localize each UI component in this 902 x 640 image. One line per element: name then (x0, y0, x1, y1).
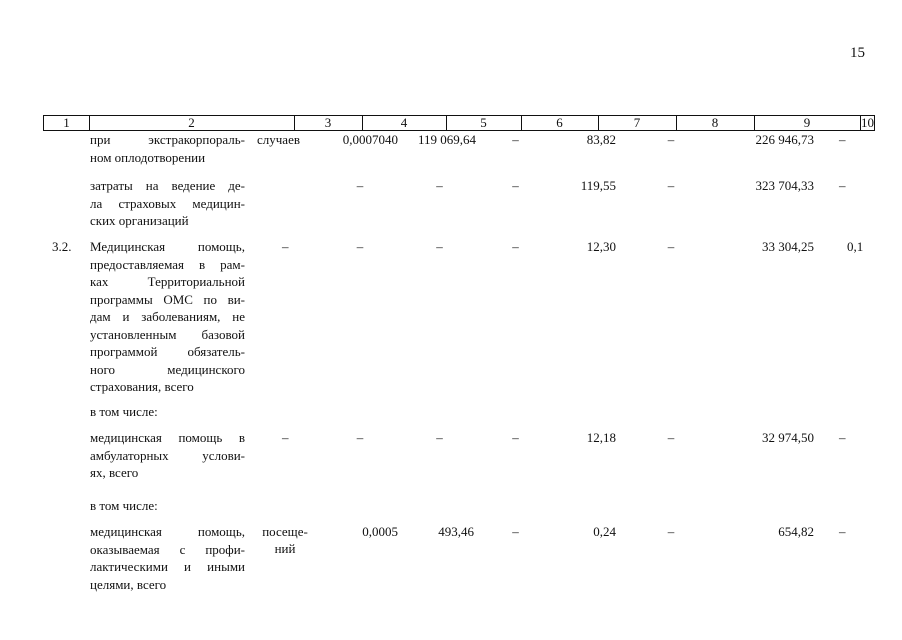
row-col-8: – (667, 178, 675, 193)
row-col-8: – (667, 524, 675, 539)
header-cell-5: 5 (480, 115, 487, 130)
row-col-8: – (667, 430, 675, 445)
row-col-7: 83,82 (586, 132, 616, 147)
row-unit: – (282, 239, 289, 254)
row-col-10: 0,1 (847, 239, 864, 254)
row-col-7: 12,30 (586, 239, 616, 254)
row-col-9: 654,82 (778, 524, 814, 539)
header-cell-9: 9 (803, 115, 811, 130)
row-col-10: – (839, 132, 846, 147)
row-col-6: – (512, 239, 519, 254)
row-description: медицинская помощь в амбулаторных услови- ях, всего (90, 430, 245, 480)
row-col-9: 32 974,50 (762, 430, 814, 445)
row-col-9: 323 704,33 (755, 178, 814, 193)
header-cell-6: 6 (556, 115, 563, 130)
row-col-6: – (512, 132, 519, 147)
row-col-5: – (436, 239, 443, 254)
row-description: затраты на ведение де- ла страховых медицин- ских организаций (90, 178, 245, 228)
row-col-5: – (436, 430, 443, 445)
row-col-7: 119,55 (580, 178, 616, 193)
row-col-6: – (512, 524, 519, 539)
row-number: 3.2. (52, 239, 72, 254)
row-col-5: – (436, 178, 443, 193)
row-col-6: – (512, 430, 519, 445)
table-header-row (43, 115, 875, 131)
header-cell-3: 3 (324, 115, 332, 130)
header-cell-8: 8 (711, 115, 719, 130)
row-col-4: – (356, 178, 364, 193)
row-col-9: 33 304,25 (762, 239, 814, 254)
row-description: Медицинская помощь, предоставляемая в рам- ках Территориальной программы ОМС по ви- дам и заболеваниям, не установленным базовой программой обязатель- ного медицинского страхования, всего (90, 239, 245, 394)
row-col-8: – (667, 239, 675, 254)
row-col-7: 0,24 (593, 524, 616, 539)
row-col-7: 12,18 (586, 430, 616, 445)
row-col-4: 0,0005 (362, 524, 398, 539)
row-col-4: 0,0007040 (342, 132, 398, 147)
row-description: в том числе: (90, 404, 158, 419)
row-col-10: – (839, 524, 846, 539)
row-col-5: 493,46 (438, 524, 474, 539)
row-unit: – (282, 430, 289, 445)
row-unit: посеще- ний (262, 524, 308, 556)
row-description: в том числе: (90, 498, 158, 513)
row-col-10: – (839, 178, 846, 193)
row-col-4: – (356, 430, 364, 445)
header-cell-2: 2 (188, 115, 195, 130)
header-cell-1: 1 (63, 115, 70, 130)
row-col-8: – (667, 132, 675, 147)
row-unit: случаев (257, 132, 300, 147)
row-col-6: – (512, 178, 519, 193)
row-description: при экстракорпораль- ном оплодотворении (90, 132, 245, 165)
row-description: медицинская помощь, оказываемая с профи- лактическими и иными целями, всего (90, 524, 245, 592)
row-col-9: 226 946,73 (755, 132, 814, 147)
header-cell-4: 4 (400, 115, 408, 130)
header-cell-7: 7 (633, 115, 641, 130)
row-col-5: 119 069,64 (417, 132, 476, 147)
header-cell-10: 10 (861, 115, 874, 130)
row-col-4: – (356, 239, 364, 254)
row-col-10: – (839, 430, 846, 445)
page-number: 15 (850, 45, 865, 61)
